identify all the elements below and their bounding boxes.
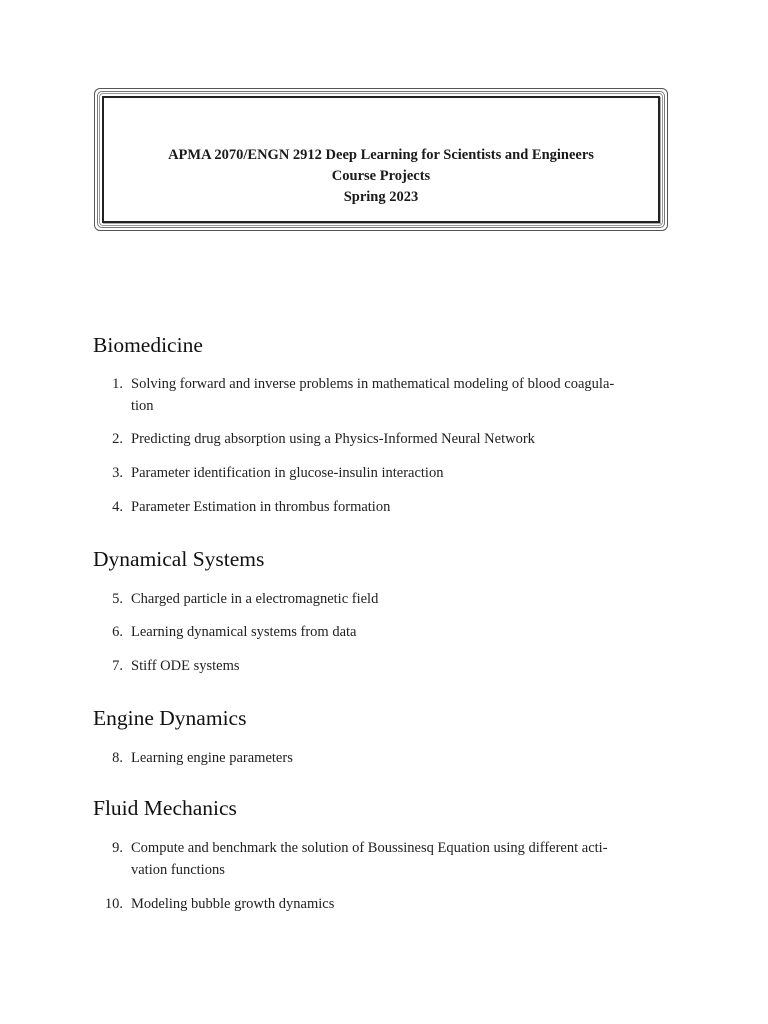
list-item xyxy=(100,655,678,677)
section-heading-fluid-mechanics: Fluid Mechanics xyxy=(93,796,237,820)
list-item xyxy=(100,621,678,643)
item-text-line: vation functions xyxy=(131,862,225,878)
item-text: Learning engine parameters xyxy=(131,750,293,766)
item-text xyxy=(131,837,678,881)
item-number: 5. xyxy=(112,591,123,607)
item-number: 10. xyxy=(104,896,123,912)
list-item xyxy=(100,837,678,881)
item-number: 8. xyxy=(112,750,123,766)
item-number: 9. xyxy=(112,840,123,856)
item-text-line: Solving forward and inverse problems in mathematical modeling of blood coagula- xyxy=(131,376,615,392)
list-item xyxy=(100,893,678,915)
course-title: APMA 2070/ENGN 2912 Deep Learning for Scientists and Engineers xyxy=(168,147,594,163)
term-label: Spring 2023 xyxy=(343,189,419,205)
item-text: Stiff ODE systems xyxy=(131,658,240,674)
item-text: Predicting drug absorption using a Physics-Informed Neural Network xyxy=(131,431,535,447)
item-text-line: Compute and benchmark the solution of Boussinesq Equation using different acti- xyxy=(131,840,608,856)
section-heading-biomedicine: Biomedicine xyxy=(93,333,203,357)
list-item xyxy=(100,373,678,417)
list-item xyxy=(100,588,678,610)
item-number: 3. xyxy=(112,465,123,481)
item-text-line: tion xyxy=(131,398,154,414)
item-number: 1. xyxy=(112,376,123,392)
item-text: Modeling bubble growth dynamics xyxy=(131,896,335,912)
title-block xyxy=(95,145,667,208)
item-text: Parameter Estimation in thrombus formation xyxy=(131,499,391,515)
list-item xyxy=(100,462,678,484)
section-heading-dynamical-systems: Dynamical Systems xyxy=(93,547,265,571)
item-text: Charged particle in a electromagnetic field xyxy=(131,591,379,607)
section-heading-engine-dynamics: Engine Dynamics xyxy=(93,706,247,730)
item-number: 7. xyxy=(112,658,123,674)
item-number: 2. xyxy=(112,431,123,447)
document-subtitle: Course Projects xyxy=(331,168,431,184)
item-text: Learning dynamical systems from data xyxy=(131,624,357,640)
item-number: 6. xyxy=(112,624,123,640)
list-item xyxy=(100,747,678,769)
title-box xyxy=(94,88,668,231)
item-number: 4. xyxy=(112,499,123,515)
list-item xyxy=(100,496,678,518)
item-text: Parameter identification in glucose-insulin interaction xyxy=(131,465,444,481)
list-item xyxy=(100,428,678,450)
item-text xyxy=(131,373,678,417)
